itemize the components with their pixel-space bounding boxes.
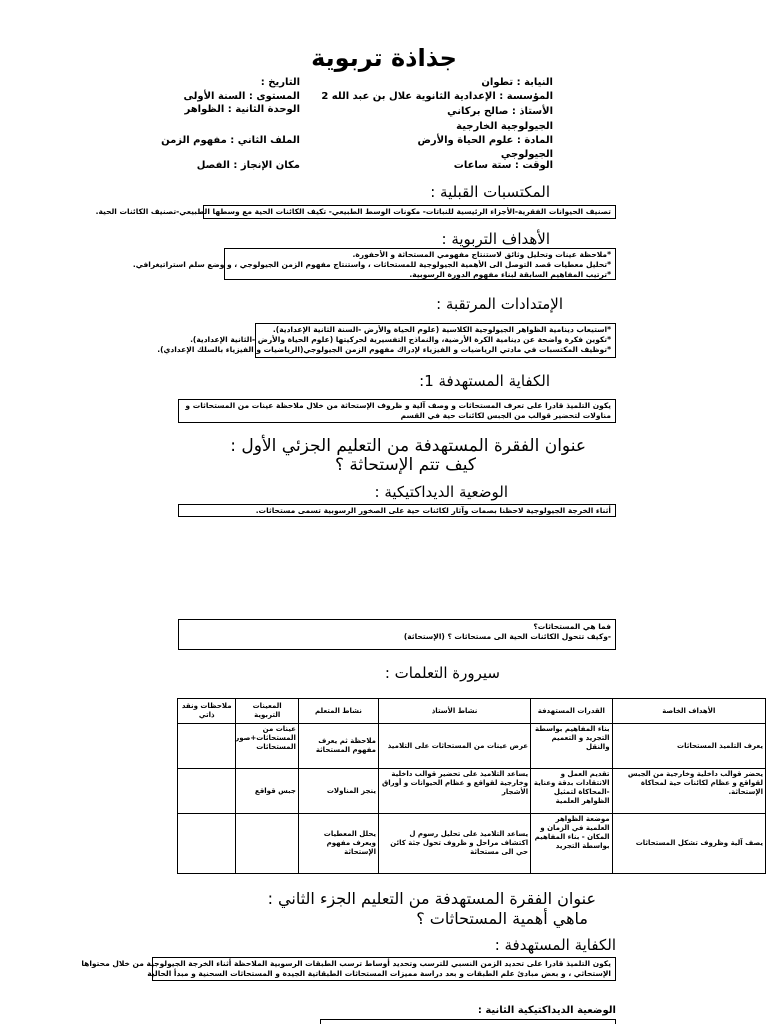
goals-heading: الأهداف التربوية : bbox=[441, 230, 550, 248]
meta-makan: مكان الإنجاز : الفصل bbox=[196, 160, 300, 171]
extension-item: *توظيف المكتسبات في مادتي الرياضيات و الفيزياء لإدراك مفهوم الزمن الجيولوجي(الرياضيات و الفيزياء بالسلك الإعدادي). bbox=[157, 345, 611, 354]
table-row bbox=[178, 769, 766, 814]
table-header-cell: الأهداف الخاصة bbox=[612, 699, 765, 724]
prereq-box bbox=[95, 205, 616, 219]
meta-mustawa: المستوى : السنة الأولى bbox=[183, 91, 300, 102]
document-title: جذاذة تربوية bbox=[311, 44, 457, 72]
question-line: -وكيف تتحول الكائنات الحية الى مستحاثات ؟ (الإستحاثة) bbox=[403, 632, 611, 641]
goal-item: *ترتيب المفاهيم السابقة لبناء مفهوم الدورة الرسوبية. bbox=[409, 270, 611, 279]
table-cell: يعرف التلميذ المستحاثات bbox=[612, 724, 765, 769]
table-cell: تقديم العمل و الانتقادات بدقة وعناية -المحاكاة لتمثيل الظواهر العلمية bbox=[531, 769, 612, 814]
prereq-text: تصنيف الحيوانات الفقرية-الأجزاء الرئيسية للنباتات- مكونات الوسط الطبيعي- تكيف الكائنات الحية مع وسطها الطبيعي-تصنيف الكائنات الحية. bbox=[95, 207, 611, 216]
goal-item: *تحليل معطيات قصد التوصل الى الأهمية الجيولوجية للمستحاثات ، واستنتاج مفهوم الزمن الجيولوجي ، و وضع سلم استراتيغرافي. bbox=[132, 260, 611, 269]
meta-madda: المادة : علوم الحياة والأرض bbox=[417, 135, 553, 146]
table-cell: عينات من المستحاثات+صور المستحاثات bbox=[236, 724, 298, 769]
extensions-heading: الإمتدادات المرتقبة : bbox=[436, 295, 563, 313]
goal-item: *ملاحظة عينات وتحليل وثائق لاستنتاج مفهومي المستحاثة و الأحفورة. bbox=[352, 250, 611, 259]
competence2-heading: الكفاية المستهدفة : bbox=[494, 936, 616, 954]
competence2-line: الإستحاثي ، و بعض مبادئ علم الطبقات و بعد دراسة مميزات المستحاثات الطبقاتية الجيدة و المستحاثات السحنية و مبدأ الحالية bbox=[147, 969, 611, 978]
question-line: فما هي المستحاثات؟ bbox=[533, 622, 611, 631]
table-cell: يساعد التلاميذ على تحليل رسوم ل اكتشاف مراحل و ظروف تحول جثة كائن حي الى مستحاثة bbox=[379, 814, 531, 874]
part2-heading: عنوان الفقرة المستهدفة من التعليم الجزء الثاني : bbox=[267, 889, 596, 908]
table-cell bbox=[178, 769, 236, 814]
meta-niyaba: النيابة : تطوان bbox=[481, 77, 553, 88]
meta-madda-continued: الجيولوجي bbox=[500, 149, 553, 160]
table-header-cell: القدرات المستهدفة bbox=[531, 699, 612, 724]
table-cell bbox=[236, 814, 298, 874]
table-cell: موضعة الظواهر العلمية في الزمان و المكان - بناء المفاهيم بواسطة التجريد bbox=[531, 814, 612, 874]
didactic2-box-partial bbox=[320, 1019, 616, 1024]
meta-milaf: الملف الثاني : مفهوم الزمن bbox=[161, 135, 300, 146]
table-cell: ينجز المناولات bbox=[298, 769, 378, 814]
meta-wahda: الوحدة الثانية : الظواهر bbox=[184, 104, 300, 115]
didactic-box bbox=[178, 504, 616, 517]
table-header-cell: نشاط الأستاذ bbox=[379, 699, 531, 724]
extension-item: *تكوين فكرة واضحة عن دينامية الكرة الأرضية، والنماذج التفسيرية لحركيتها (علوم الحياة والأرض -الثانية الإعدادية). bbox=[190, 335, 611, 344]
table-cell: ملاحظة ثم يعرف مفهوم المستحاثة bbox=[298, 724, 378, 769]
meta-wahda-continued: الجيولوجية الخارجية bbox=[456, 121, 553, 132]
table-header-cell: المعينات التربوية bbox=[236, 699, 298, 724]
didactic2-heading: الوضعية الديداكتيكية الثانية : bbox=[477, 1005, 616, 1016]
part1-heading: عنوان الفقرة المستهدفة من التعليم الجزئي الأول : bbox=[230, 436, 586, 456]
table-row bbox=[178, 814, 766, 874]
didactic-text: أثناء الخرجة الجيولوجية لاحظنا بصمات وآثار لكائنات حية على الصخور الرسوبية تسمى مستحاثات. bbox=[255, 506, 611, 515]
questions-box bbox=[178, 619, 616, 650]
competence1-heading: الكفاية المستهدفة 1: bbox=[419, 372, 550, 390]
table-cell bbox=[178, 814, 236, 874]
learning-table bbox=[177, 698, 766, 874]
meta-tarikh: التاريخ : bbox=[260, 77, 300, 88]
table-cell: يصف آلية وظروف تشكل المستحاثات bbox=[612, 814, 765, 874]
table-cell: جبس قواقع bbox=[236, 769, 298, 814]
competence2-line: يكون التلميذ قادرا على تحديد الزمن النسبي للترسب وتحديد أوساط ترسب الطبقات الرسوبية الملاحظة أثناء الخرجة الجيولوجية من خلال محتواها bbox=[81, 959, 611, 968]
table-cell: يحلل المعطيات ويعرف مفهوم الإستحاثة bbox=[298, 814, 378, 874]
competence1-box bbox=[178, 399, 616, 423]
table-header-row bbox=[178, 699, 766, 724]
table-header-cell: ملاحظات ونقد ذاتي bbox=[178, 699, 236, 724]
extension-item: *استيعاب دينامية الظواهر الجيولوجية الكلاسية (علوم الحياة والأرض -السنة الثانية الإعدادية). bbox=[272, 325, 611, 334]
process-heading: سيرورة التعلمات : bbox=[384, 664, 500, 682]
goals-box bbox=[132, 248, 616, 280]
competence1-text: يكون التلميذ قادرا على تعرف المستحاثات و وصف آلية و ظروف الإستحاثة من خلال ملاحظة عينات من المستحاثات و مناولات لتحضير قوالب من الجبس لكائنات حية في القسم bbox=[185, 401, 611, 420]
didactic-heading: الوضعية الديداكتيكية : bbox=[374, 483, 508, 501]
table-cell bbox=[178, 724, 236, 769]
part1-question: كيف تتم الإستحاثة ؟ bbox=[334, 455, 476, 475]
prereq-heading: المكتسبات القبلية : bbox=[430, 183, 550, 201]
table-row bbox=[178, 724, 766, 769]
extensions-box bbox=[157, 323, 616, 358]
table-cell: يحضر قوالب داخلية وخارجية من الجبس لقواقع و عظام لكائنات حية لمحاكاة الإستحاثة. bbox=[612, 769, 765, 814]
table-cell: بناء المفاهيم بواسطة التجريد و التعميم والنقل bbox=[531, 724, 612, 769]
table-cell: يساعد التلاميذ على تحضير قوالب داخلية وخارجية لقواقع و عظام الحيوانات و أوراق الأشجار bbox=[379, 769, 531, 814]
competence2-box bbox=[81, 957, 616, 981]
table-cell: عرض عينات من المستحاثات على التلاميذ bbox=[379, 724, 531, 769]
meta-ustad: الأستاذ : صالح بركاني bbox=[447, 106, 553, 117]
table-header-cell: نشاط المتعلم bbox=[298, 699, 378, 724]
meta-muassasa: المؤسسة : الإعدادية الثانوية علال بن عبد الله 2 bbox=[321, 91, 553, 102]
part2-question: ماهي أهمية المستحاثات ؟ bbox=[416, 909, 588, 928]
meta-waqt: الوقت : ستة ساعات bbox=[453, 160, 553, 171]
